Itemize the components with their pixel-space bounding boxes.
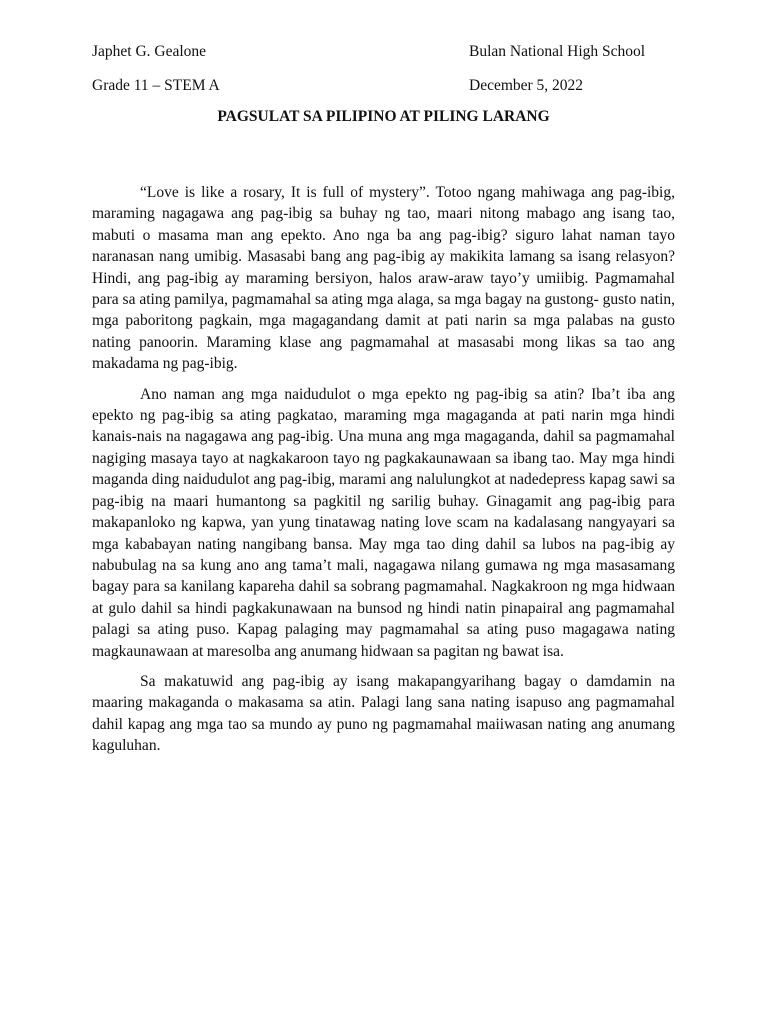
header-row-2	[92, 76, 675, 96]
header-row-1	[92, 42, 675, 62]
essay-paragraph-3: Sa makatuwid ang pag-ibig ay isang makapangyarihang bagay o damdamin na maaring makaganda o makasama sa atin. Palagi lang sana nating isapuso ang pagmamahal dahil kapag ang mga tao sa mundo ay puno ng pagmamahal maiiwasan nating ang anumang kaguluhan.	[92, 672, 675, 755]
grade-section: Grade 11 – STEM A	[92, 77, 220, 94]
essay-paragraph-1: “Love is like a rosary, It is full of mystery”. Totoo ngang mahiwaga ang pag-ibig, maraming nagagawa ang pag-ibig sa buhay ng tao, maari nitong mabago ang isang tao, mabuti o masama man ang epekto. Ano nga ba ang pag-ibig? siguro lahat naman tayo naranasan nang umibig. Masasabi bang ang pag-ibig ay makikita lamang sa isang relasyon? Hindi, ang pag-ibig ay maraming bersiyon, halos araw-araw tayo’y umiibig. Pagmamahal para sa ating pamilya, pagmamahal sa ating mga alaga, sa mga bagay na gustong- gusto natin, mga paboritong pagkain, mga magagandang damit at pati narin sa mga palabas na gusto nating panoorin. Maraming klase ang pagmamahal at masasabi mong likas sa tao ang makadama ng pag-ibig.	[92, 184, 675, 373]
school-name: Bulan National High School	[469, 43, 646, 60]
document-date: December 5, 2022	[469, 77, 584, 94]
essay-body	[92, 182, 675, 766]
essay-paragraph-2: Ano naman ang mga naidudulot o mga epekto ng pag-ibig sa atin? Iba’t iba ang epekto ng pag-ibig sa ating pagkatao, maraming mga magaganda at pati narin mga hindi kanais-nais na nagagawa ang pag-ibig. Una muna ang mga magaganda, dahil sa pagmamahal nagiging masaya tayo at nagkakaroon tayo ng pagkakaunawaan sa ibang tao. May mga hindi maganda ding naidudulot ang pag-ibig, marami ang nalulungkot at nadedepress kapag sawi sa pag-ibig na maari humantong sa pagkitil ng sarilig buhay. Ginagamit ang pag-ibig para makapanloko ng kapwa, yan yung tinatawag nating love scam na kadalasang nangyayari sa mga kababayan nating nangibang bansa. May mga tao ding dahil sa lubos na pag-ibig ay nabubulag na sa kung ano ang tama’t mali, nagagawa nilang gumawa ng mga masasamang bagay para sa kanilang kapareha dahil sa sobrang pagmamahal. Nagkakroon ng mga hidwaan at gulo dahil sa hindi pagkakunawaan na bunsod ng hindi natin pinapairal ang pagmamahal palagi sa ating puso. Kapag palaging may pagmamahal sa ating puso magagawa nating magkaunawaan at maresolba ang anumang hidwaan sa pagitan ng bawat isa.	[92, 385, 675, 660]
document-title: PAGSULAT SA PILIPINO AT PILING LARANG	[217, 108, 550, 125]
author-name: Japhet G. Gealone	[92, 43, 207, 60]
